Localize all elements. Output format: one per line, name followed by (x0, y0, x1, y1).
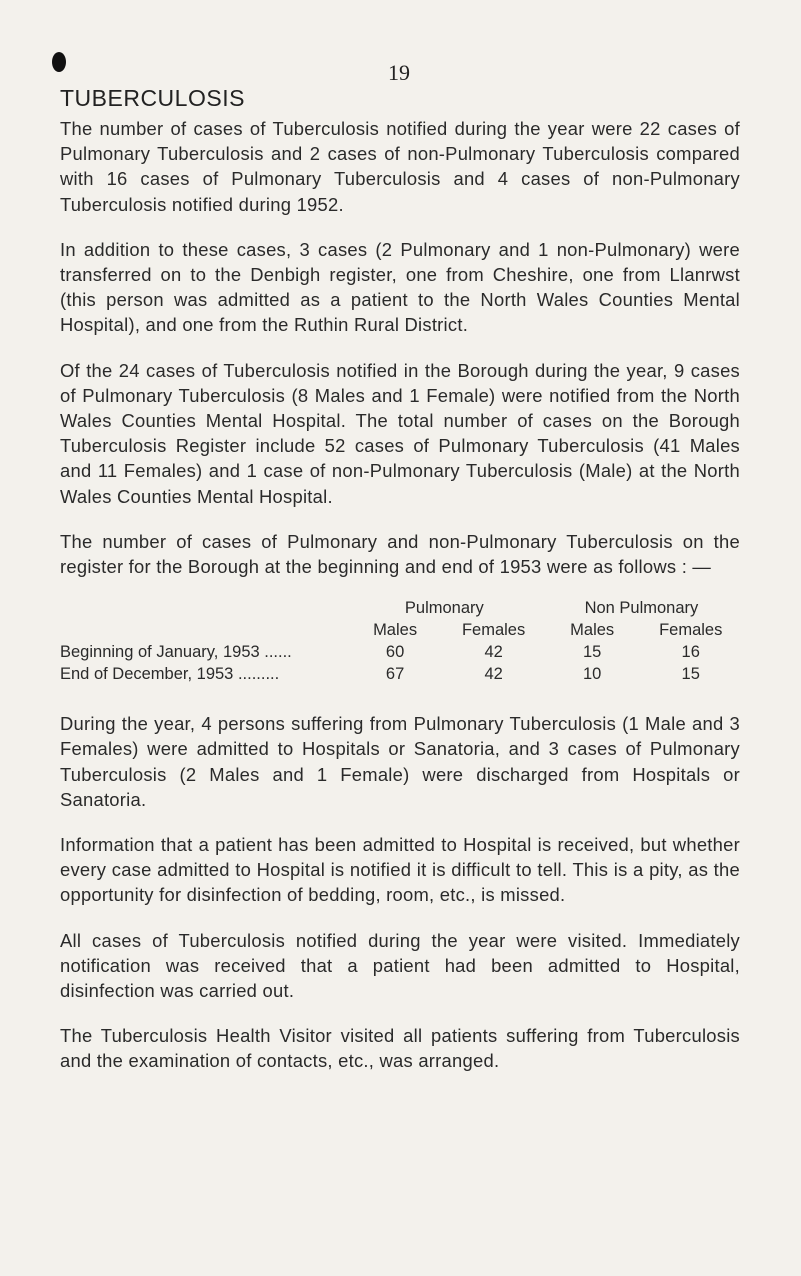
register-table (60, 599, 740, 687)
table-cell: 42 (484, 665, 503, 684)
row-label: Beginning of January, 1953 ...... (60, 643, 292, 662)
table-cell: 60 (385, 643, 405, 662)
row-label: End of December, 1953 ......... (60, 665, 280, 684)
paragraph: The Tuberculosis Health Visitor visited all patients suffering from Tuberculosis and the examination of contacts, etc., was arranged. (60, 1025, 740, 1072)
table-cell: 42 (484, 643, 503, 662)
paragraph: Of the 24 cases of Tuberculosis notified in the Borough during the year, 9 cases of Pulmonary Tuberculosis (8 Males and 1 Female) were notified from the North Wales Counties Mental Hospital. The total number of cases on the Borough Tuberculosis Register include 52 cases of Pulmonary Tuberculosis (41 Males and 11 Females) and 1 case of non-Pulmonary Tuberculosis (Male) at the North Wales Counties Mental Hospital. (60, 359, 740, 507)
section-heading: TUBERCULOSIS (60, 85, 245, 111)
table-sub-header-row (60, 621, 740, 643)
paragraph: The number of cases of Pulmonary and non-Pulmonary Tuberculosis on the register for the Borough at the beginning and end of 1953 were as follows : — (60, 530, 740, 578)
table-cell: 15 (582, 643, 602, 662)
paragraph: In addition to these cases, 3 cases (2 Pulmonary and 1 non-Pulmonary) were transferred on to the Denbigh register, one from Cheshire, one from Llanrwst (this person was admitted as a patient to the North Wales Counties Mental Hospital), and one from the Ruthin Rural District. (60, 238, 740, 336)
table-group-header-row (60, 599, 740, 621)
table-row (60, 665, 740, 687)
paragraph: Information that a patient has been admitted to Hospital is received, but whether every case admitted to Hospital is notified it is difficult to tell. This is a pity, as the opportunity for disinfection of bedding, room, etc., is missed. (60, 834, 740, 906)
page-number: 19 (388, 60, 410, 85)
table-cell: 10 (582, 665, 602, 684)
bullet-mark (52, 52, 66, 72)
page-body (60, 85, 740, 1094)
sub-header-pulmonary-males: Males (373, 621, 418, 640)
sub-header-non-pulmonary-males: Males (570, 621, 615, 640)
sub-header-pulmonary-females: Females (461, 621, 526, 640)
table-row (60, 643, 740, 665)
table-cell: 16 (681, 643, 700, 662)
paragraph: All cases of Tuberculosis notified during the year were visited. Immediately notification was received that a patient had been admitted to Hospital, disinfection was carried out. (60, 929, 740, 1002)
group-header-pulmonary: Pulmonary (404, 599, 484, 618)
table-cell: 67 (385, 665, 405, 684)
group-header-non-pulmonary: Non Pulmonary (584, 599, 699, 618)
paragraph: During the year, 4 persons suffering from Pulmonary Tuberculosis (1 Male and 3 Females) were admitted to Hospitals or Sanatoria, and 3 cases of Pulmonary Tuberculosis (2 Males and 1 Female) were discharged from Hospitals or Sanatoria. (60, 713, 740, 810)
table-cell: 15 (681, 665, 700, 684)
sub-header-non-pulmonary-females: Females (659, 621, 723, 640)
paragraph: The number of cases of Tuberculosis notified during the year were 22 cases of Pulmonary Tuberculosis and 2 cases of non-Pulmonary Tuberculosis compared with 16 cases of Pulmonary Tuberculosis and 4 cases of non-Pulmonary Tuberculosis notified during 1952. (60, 118, 740, 215)
